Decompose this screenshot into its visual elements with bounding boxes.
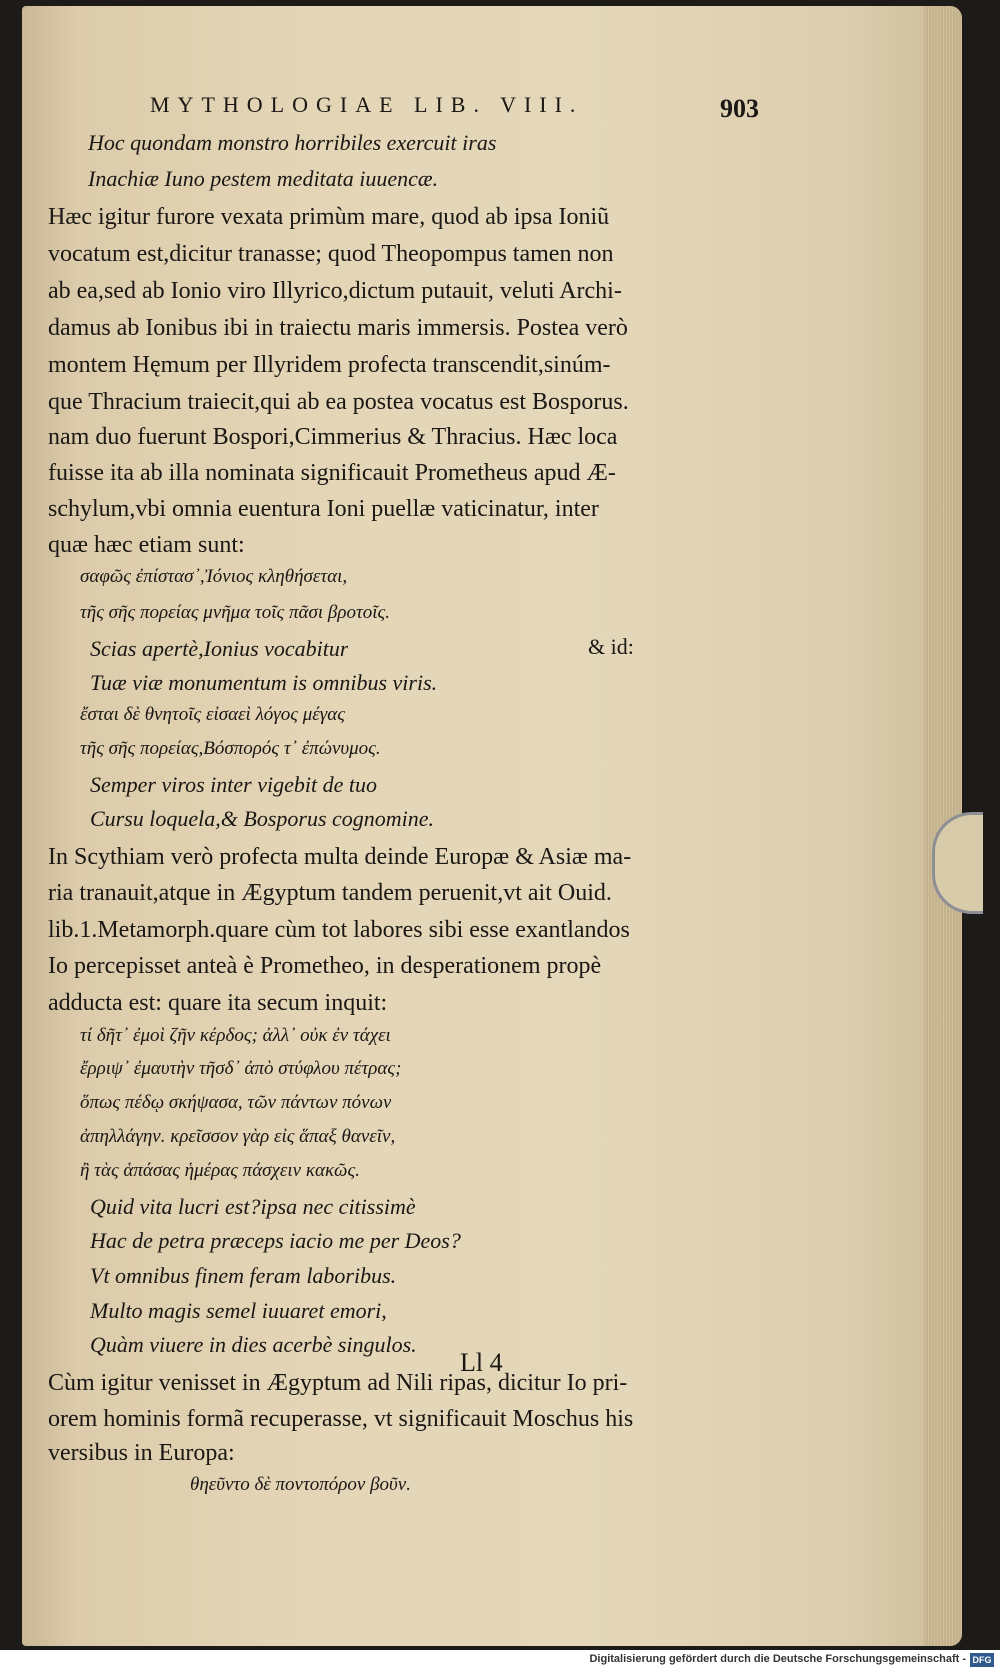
text-line: τί δῆτ᾽ ἐμοὶ ζῆν κέρδος; ἀλλ᾽ οὐκ ἐν τάχει (80, 1025, 391, 1046)
text-line: Hac de petra præceps iacio me per Deos? (90, 1228, 461, 1253)
text-line: ἀπηλλάγην. κρεῖσσον γὰρ εἰς ἅπαξ θανεῖν, (80, 1126, 396, 1147)
text-line: versibus in Europa: (48, 1440, 235, 1466)
text-line: Cùm igitur venisset in Ægyptum ad Nili ripas, dicitur Io pri- (48, 1370, 628, 1396)
text-line: Inachiæ Iuno pestem meditata iuuencæ. (88, 166, 439, 191)
text-line: τῆς σῆς πορείας μνῆμα τοῖς πᾶσι βροτοῖς. (80, 602, 390, 623)
text-line: Scias apertè,Ionius vocabitur (90, 636, 349, 661)
text-line: Io percepisset anteà è Prometheo, in desperationem propè (48, 953, 602, 979)
text-line: Hoc quondam monstro horribiles exercuit iras (88, 130, 497, 155)
footer-bar (0, 1650, 1000, 1672)
page-tab (932, 812, 983, 914)
text-line: ἔσται δὲ θνητοῖς εἰσαεὶ λόγος μέγας (80, 704, 345, 725)
text-line: Semper viros inter vigebit de tuo (90, 772, 377, 797)
text-line: In Scythiam verò profecta multa deinde Europæ & Asiæ ma- (48, 844, 632, 870)
folio-number: 903 (720, 94, 759, 123)
text-line: ria tranauit,atque in Ægyptum tandem peruenit,vt ait Ouid. (48, 880, 612, 906)
text-line: ab ea,sed ab Ionio viro Illyrico,dictum putauit, veluti Archi- (48, 278, 622, 304)
text-line: montem Hęmum per Illyridem profecta transcendit,sinúm- (48, 352, 611, 378)
text-line: Tuæ viæ monumentum is omnibus viris. (90, 670, 438, 695)
text-line: ὅπως πέδῳ σκήψασα, τῶν πάντων πόνων (80, 1092, 392, 1113)
footer-credit: Digitalisierung gefördert durch die Deutsche Forschungsgemeinschaft - (589, 1653, 966, 1665)
text-line: vocatum est,dicitur tranasse; quod Theopompus tamen non (48, 241, 614, 267)
text-line: orem hominis formã recuperasse, vt significauit Moschus his (48, 1406, 634, 1432)
text-line: ἔρριψ᾽ ἐμαυτὴν τῆσδ᾽ ἀπὸ στύφλου πέτρας; (80, 1058, 402, 1079)
text-line: Quàm viuere in dies acerbè singulos. (90, 1332, 417, 1357)
text-line: ἢ τὰς ἁπάσας ἡμέρας πάσχειν κακῶς. (80, 1160, 360, 1181)
text-line: Vt omnibus finem feram laboribus. (90, 1263, 397, 1288)
text-line: τῆς σῆς πορείας,Βόσπορός τ᾽ ἐπώνυμος. (80, 738, 381, 759)
text-line: nam duo fuerunt Bospori,Cimmerius & Thracius. Hæc loca (48, 424, 618, 450)
text-line: fuisse ita ab illa nominata significauit Prometheus apud Æ- (48, 460, 616, 486)
text-line: lib.1.Metamorph.quare cùm tot labores sibi esse exantlandos (48, 917, 630, 943)
text-line: quæ hæc etiam sunt: (48, 532, 245, 558)
text-line: adducta est: quare ita secum inquit: (48, 990, 388, 1016)
running-head: MYTHOLOGIAE LIB. VIII. (150, 92, 584, 117)
text-line: Cursu loquela,& Bosporus cognomine. (90, 806, 435, 831)
text-line: θηεῦντο δὲ ποντοπόρον βοῦν. (190, 1474, 411, 1495)
text-line: Hæc igitur furore vexata primùm mare, quod ab ipsa Ioniũ (48, 204, 610, 230)
text-line: σαφῶς ἐπίστασ᾽,Ἰόνιος κληθήσεται, (80, 566, 348, 587)
text-line: que Thracium traiecit,qui ab ea postea vocatus est Bosporus. (48, 389, 629, 415)
text-line: Quid vita lucri est?ipsa nec citissimè (90, 1194, 416, 1219)
text-line: damus ab Ionibus ibi in traiectu maris immersis. Postea verò (48, 315, 628, 341)
signature-mark: Ll 4 (460, 1348, 503, 1377)
dfg-logo-icon: DFG (970, 1653, 994, 1667)
text-line: Multo magis semel iuuaret emori, (90, 1298, 387, 1323)
text-line: schylum,vbi omnia euentura Ioni puellæ vaticinatur, inter (48, 496, 599, 522)
marginal-note: & id: (588, 634, 634, 659)
